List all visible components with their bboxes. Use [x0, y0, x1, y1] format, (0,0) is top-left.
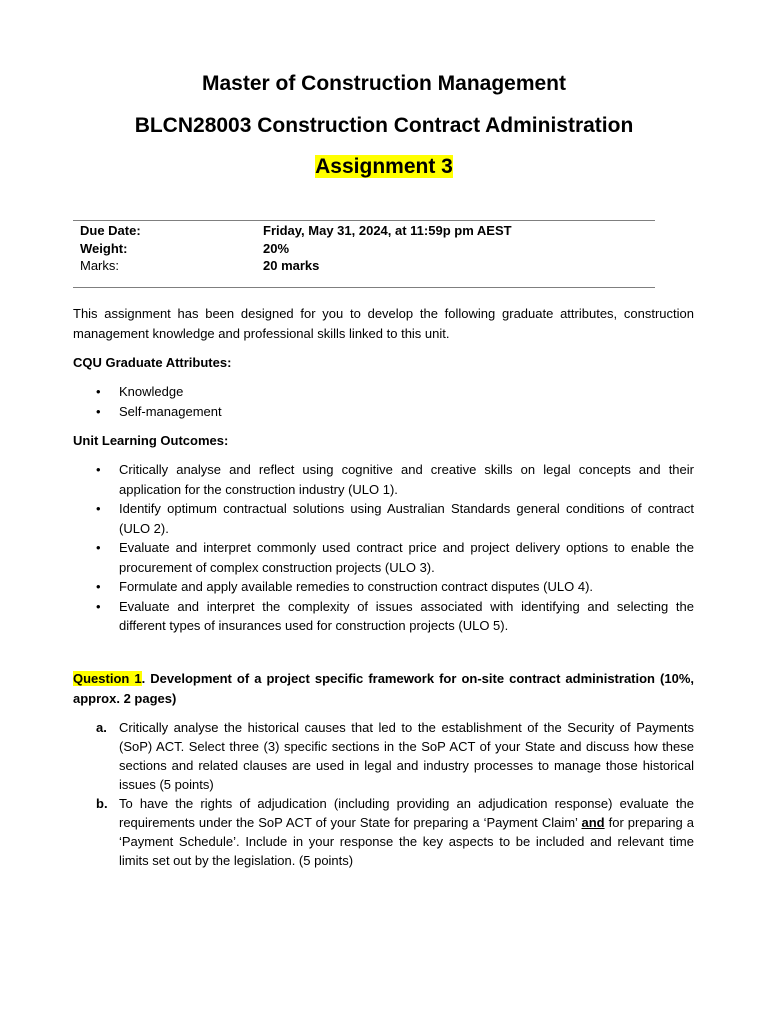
marks-label: Marks: — [80, 258, 119, 273]
graduate-attributes-heading: CQU Graduate Attributes: — [73, 355, 232, 370]
bullet-icon: • — [96, 540, 101, 555]
list-item: • Formulate and apply available remedies to construction contract disputes (ULO 4). — [0, 577, 694, 597]
bullet-icon: • — [96, 598, 101, 614]
weight-value: 20% — [263, 241, 290, 256]
question-1-label: Question 1 — [73, 671, 142, 686]
weight-label: Weight: — [80, 241, 128, 256]
list-item: • Knowledge — [0, 382, 694, 402]
part-letter: b. — [96, 796, 108, 811]
part-text — [119, 794, 694, 870]
part-letter: a. — [96, 720, 107, 735]
part-text-after: for preparing a ‘Payment Schedule’. Include in your response the key aspects to be included and relevant time limits set out by the legislation. (5 points) — [119, 815, 694, 868]
question-1-heading — [73, 669, 694, 708]
program-title: Master of Construction Management — [201, 72, 567, 95]
list-item: • Identify optimum contractual solutions using Australian Standards general conditions of contract (ULO 2). — [96, 501, 694, 536]
graduate-attributes-list — [0, 382, 768, 421]
intro-paragraph: This assignment has been designed for you to develop the following graduate attributes, construction management knowledge and professional skills linked to this unit. — [73, 306, 694, 341]
marks-value: 20 marks — [263, 258, 320, 273]
assignment-title — [0, 153, 768, 181]
question-1-title: . Development of a project specific framework for on-site contract administration (10%, approx. 2 pages) — [73, 671, 694, 706]
part-text: Critically analyse the historical causes that led to the establishment of the Security of Payments (SoP) ACT. Select three (3) specific sections in the SoP ACT of your State and discuss how these sections and related clauses are used in legal and industry processes to manage those historical issues (5 points) — [119, 720, 694, 792]
list-item: • Evaluate and interpret commonly used contract price and project delivery options to enable the procurement of complex construction projects (ULO 3). — [96, 540, 694, 575]
list-item: • Self-management — [0, 402, 694, 422]
part-text-before: To have the rights of adjudication (including providing an adjudication response) evaluate the requirements under the SoP ACT of your State for preparing a ‘Payment Claim’ — [119, 796, 694, 830]
bullet-icon: • — [96, 501, 101, 516]
list-item: • Evaluate and interpret the complexity of issues associated with identifying and selecting the different types of insurances used for construction projects (ULO 5). — [96, 598, 694, 633]
learning-outcomes-list — [0, 460, 768, 636]
due-date-label: Due Date: — [80, 223, 141, 238]
part-text-emphasis: and — [581, 815, 605, 830]
assignment-highlight: Assignment 3 — [315, 155, 453, 178]
bullet-icon: • — [96, 403, 101, 419]
bullet-icon: • — [96, 579, 101, 594]
due-date-value: Friday, May 31, 2024, at 11:59p pm AEST — [263, 223, 512, 238]
assignment-info-table — [73, 220, 655, 288]
bullet-icon: • — [96, 384, 101, 399]
learning-outcomes-heading: Unit Learning Outcomes: — [73, 433, 229, 448]
question-part-a — [0, 718, 694, 794]
question-part-b — [0, 794, 694, 870]
bullet-icon: • — [96, 462, 101, 477]
question-1-parts — [0, 718, 768, 870]
list-item: • Critically analyse and reflect using cognitive and creative skills on legal concepts and their application for the construction industry (ULO 1). — [96, 462, 694, 497]
course-title: BLCN28003 Construction Contract Administration — [134, 114, 634, 137]
